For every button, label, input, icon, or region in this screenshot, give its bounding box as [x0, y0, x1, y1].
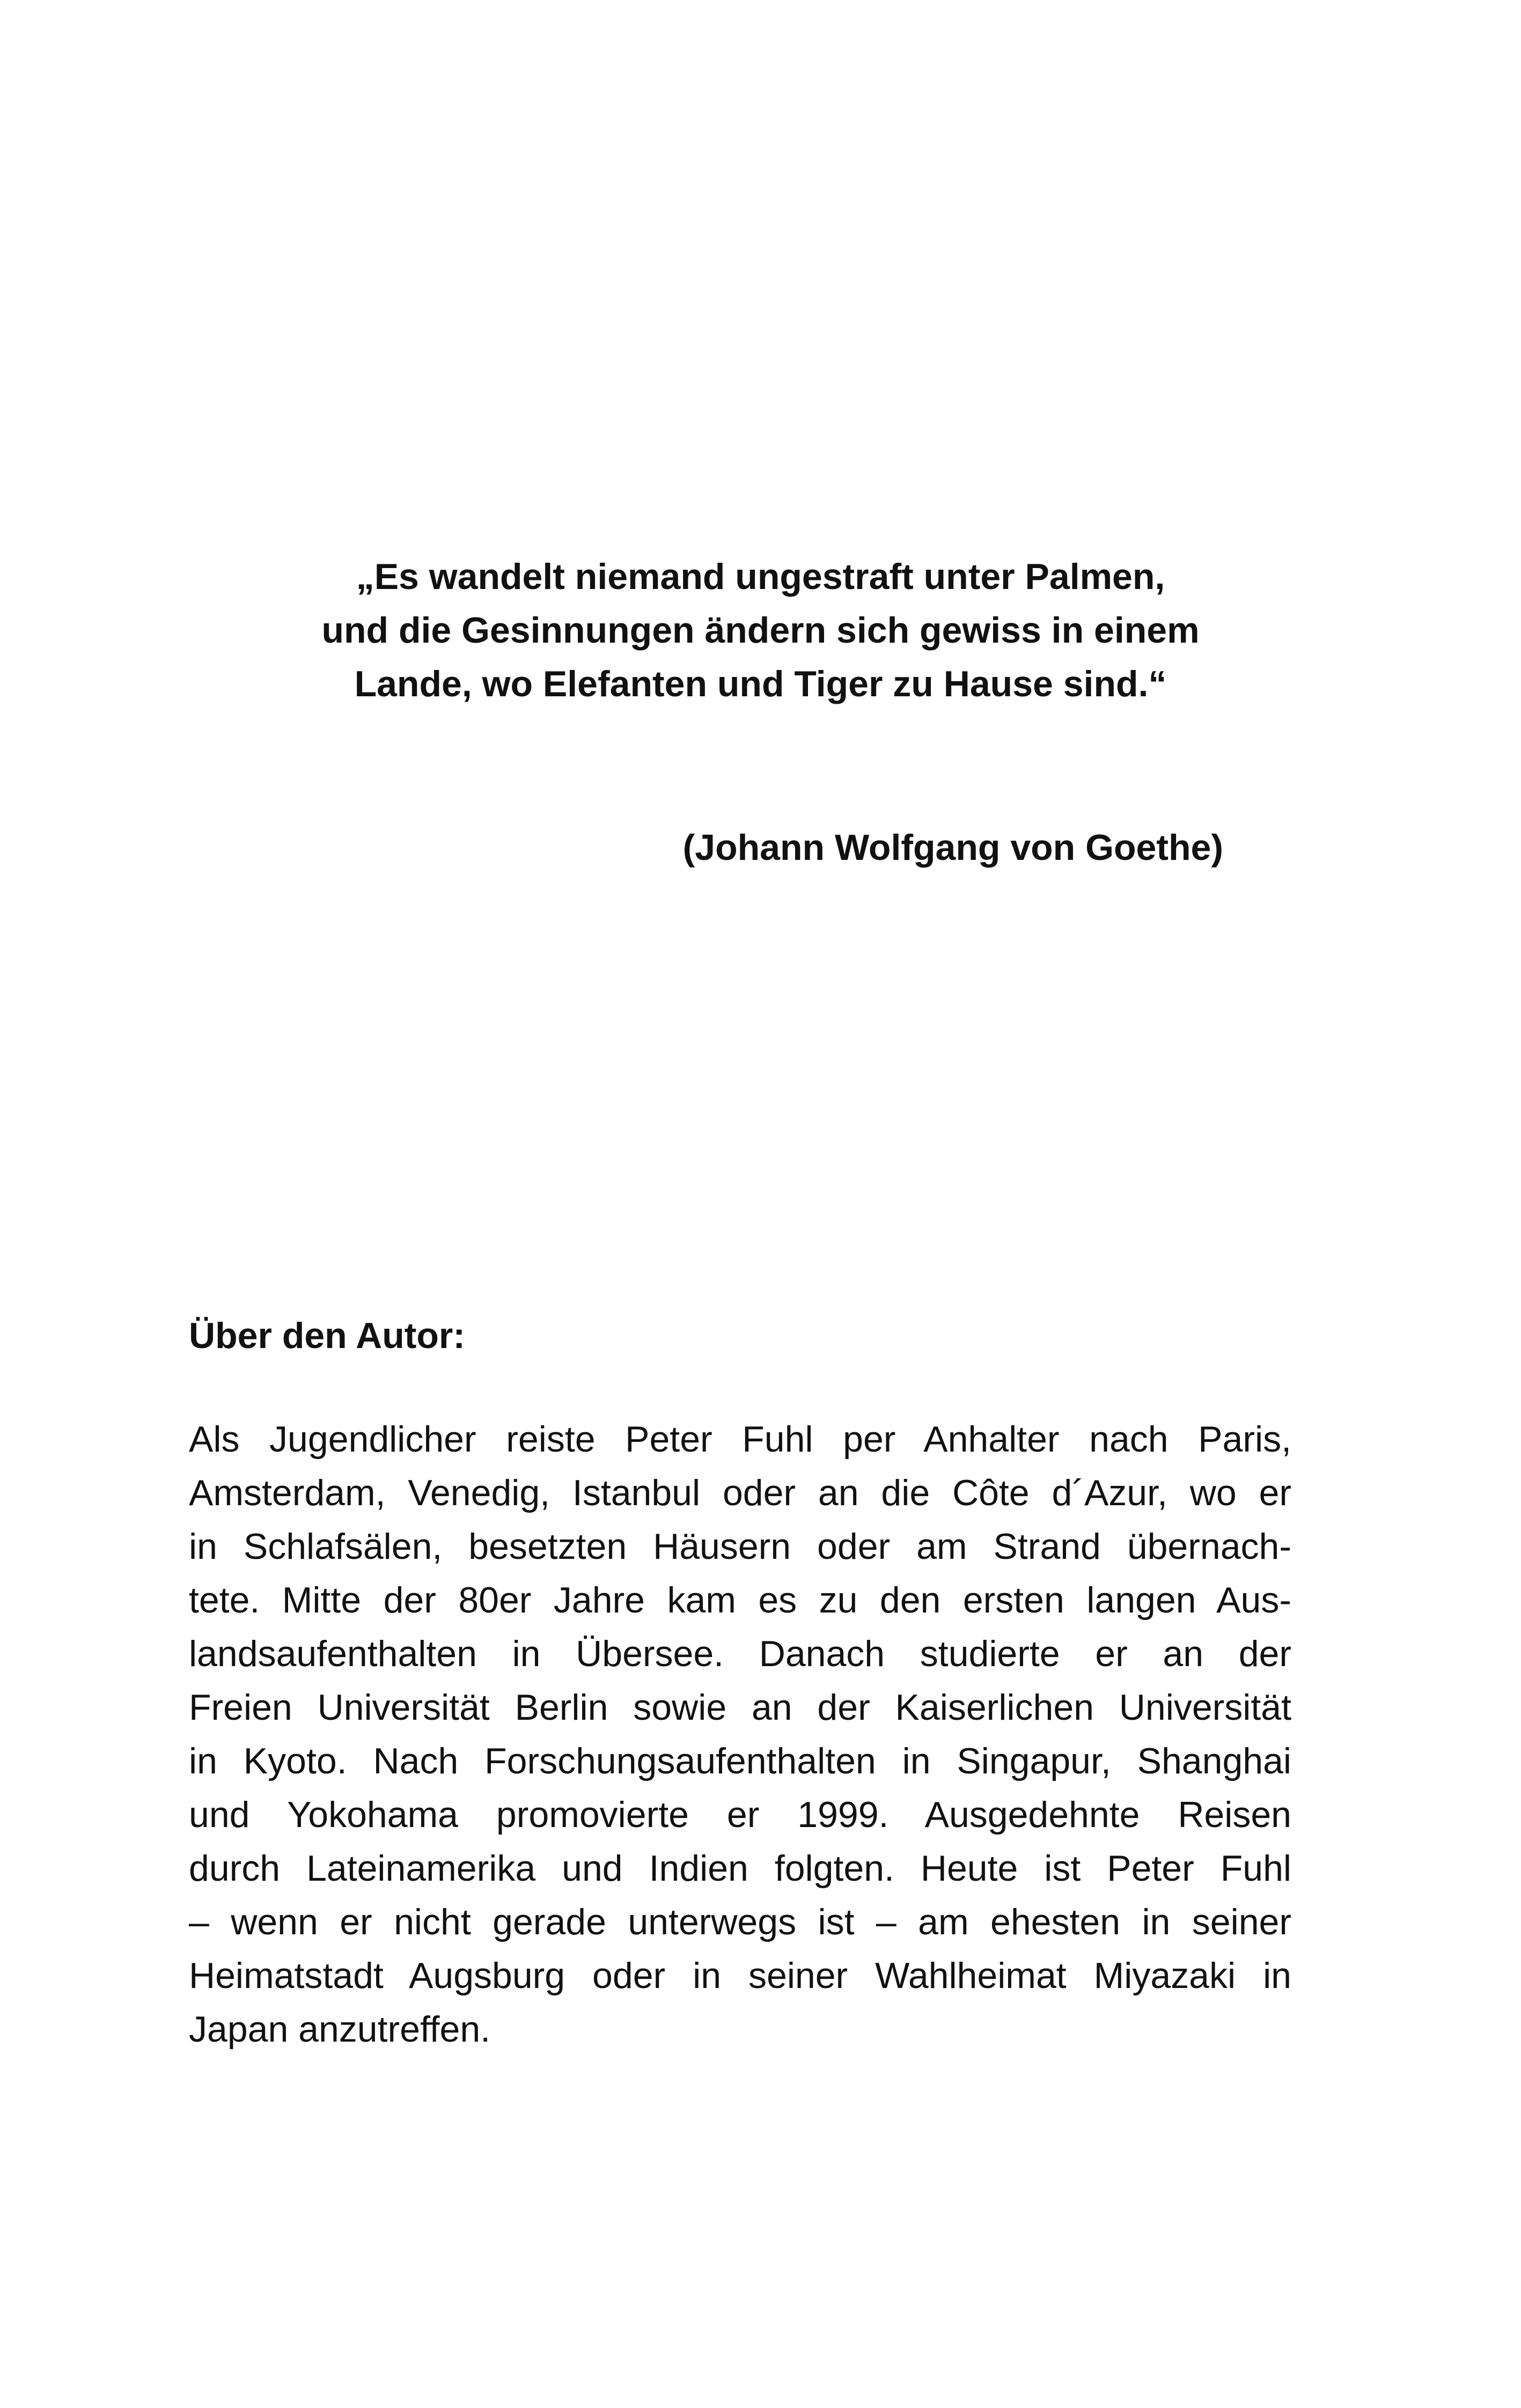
bio-line: Freien Universität Berlin sowie an der Kaiserlichen Universität — [189, 1687, 1291, 1728]
bio-line: landsaufenthalten in Übersee. Danach studierte er an der — [189, 1633, 1291, 1674]
bio-line: und Yokohama promovierte er 1999. Ausgedehnte Reisen — [189, 1794, 1291, 1835]
bio-line: Als Jugendlicher reiste Peter Fuhl per Anhalter nach Paris, — [189, 1419, 1291, 1460]
quote-attribution: (Johann Wolfgang von Goethe) — [682, 827, 1223, 868]
bio-line: – wenn er nicht gerade unterwegs ist – am ehesten in seiner — [189, 1902, 1291, 1942]
quote-line: „Es wandelt niemand ungestraft unter Palmen, — [356, 556, 1165, 597]
bio-line: in Kyoto. Nach Forschungsaufenthalten in Singapur, Shanghai — [189, 1741, 1291, 1781]
epigraph-quote — [190, 550, 1331, 711]
bio-line: Japan anzutreffen. — [189, 2009, 491, 2050]
quote-line: und die Gesinnungen ändern sich gewiss in einem — [321, 610, 1200, 651]
about-author-heading: Über den Autor: — [189, 1315, 466, 1356]
bio-line: tete. Mitte der 80er Jahre kam es zu den ersten langen Aus- — [189, 1580, 1291, 1621]
author-biography — [189, 1412, 1291, 2056]
bio-line: Amsterdam, Venedig, Istanbul oder an die Côte d´Azur, wo er — [189, 1472, 1291, 1513]
bio-line: durch Lateinamerika und Indien folgten. Heute ist Peter Fuhl — [189, 1848, 1291, 1889]
quote-line: Lande, wo Elefanten und Tiger zu Hause sind.“ — [354, 664, 1167, 704]
bio-line: in Schlafsälen, besetzten Häusern oder am Strand übernach- — [189, 1526, 1291, 1567]
bio-line: Heimatstadt Augsburg oder in seiner Wahlheimat Miyazaki in — [189, 1955, 1291, 1996]
